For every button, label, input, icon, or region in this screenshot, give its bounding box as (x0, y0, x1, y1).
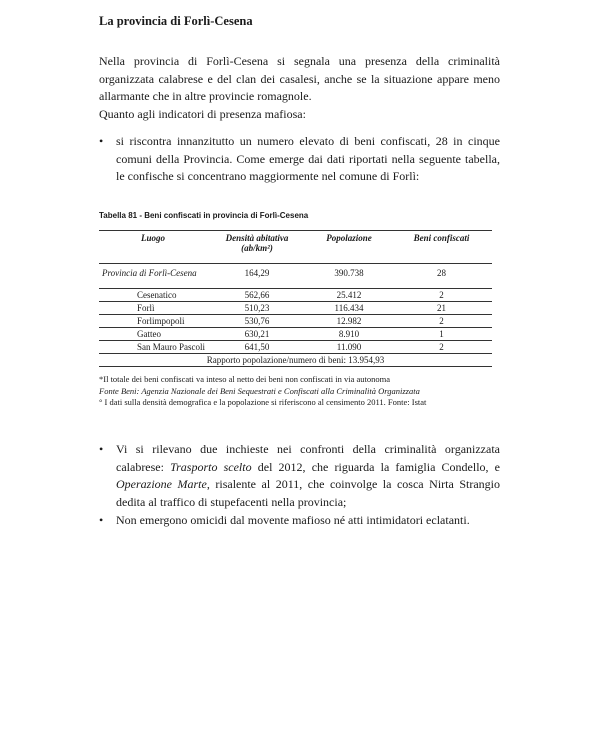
bullet-icon: • (99, 442, 104, 456)
table-header-row (99, 231, 492, 264)
cell-beni: 21 (391, 302, 492, 315)
bullet-text-part: , risalente al 2011, che coinvolge la cosca Nirta Strangio dedita al traffico di stupefacenti nella provincia; (116, 477, 500, 509)
indicators-intro: Quanto agli indicatori di presenza mafiosa: (99, 107, 306, 121)
table-row-rapporto (99, 354, 492, 367)
beni-confiscati-table (99, 230, 492, 367)
bullet-beni-confiscati (99, 133, 500, 186)
table-row (99, 302, 492, 315)
bullet-text: si riscontra innanzitutto un numero elevato di beni confiscati, 28 in cinque comuni della Provincia. Come emerge dai dati riportati nella seguente tabella, le confische si concentrano maggiormente nel comune di Forlì: (116, 134, 500, 183)
cell-beni: 28 (391, 264, 492, 289)
table-row (99, 289, 492, 302)
cell-densita: 630,21 (207, 328, 307, 341)
cell-beni: 1 (391, 328, 492, 341)
note-totale: *Il totale dei beni confiscati va inteso al netto dei beni non confiscati in via autonoma (99, 374, 391, 384)
section-title: La provincia di Forlì-Cesena (99, 14, 253, 28)
cell-luogo: Provincia di Forlì-Cesena (99, 264, 207, 289)
operation-name: Operazione Marte (116, 477, 207, 491)
cell-densita: 164,29 (207, 264, 307, 289)
cell-popolazione: 25.412 (307, 289, 391, 302)
header-popolazione: Popolazione (307, 231, 391, 264)
note-fonte: Fonte Beni: Agenzia Nazionale dei Beni Sequestrati e Confiscati alla Criminalità Organizzata (99, 385, 420, 396)
cell-densita: 562,66 (207, 289, 307, 302)
cell-luogo: Gatteo (99, 328, 207, 341)
cell-luogo: Forlì (99, 302, 207, 315)
bullet-inchieste (99, 441, 500, 511)
cell-popolazione: 390.738 (307, 264, 391, 289)
cell-popolazione: 8.910 (307, 328, 391, 341)
table-row (99, 341, 492, 354)
table-row (99, 328, 492, 341)
bullet-text (116, 441, 500, 511)
bullet-text-part: del 2012, che riguarda la famiglia Condello, e (251, 459, 500, 474)
table-row (99, 315, 492, 328)
table-notes (99, 374, 499, 409)
cell-densita: 510,23 (207, 302, 307, 315)
cell-luogo: San Mauro Pascoli (99, 341, 207, 354)
header-beni: Beni confiscati (391, 231, 492, 264)
operation-name: Trasporto scelto (170, 459, 252, 474)
cell-beni: 2 (391, 315, 492, 328)
bullet-omicidi (99, 512, 500, 530)
cell-beni: 2 (391, 341, 492, 354)
note-censimento: ° I dati sulla densità demografica e la popolazione si riferiscono al censimento 2011. Fonte: Istat (99, 397, 427, 407)
cell-beni: 2 (391, 289, 492, 302)
bullet-icon: • (99, 513, 104, 527)
cell-densita: 641,50 (207, 341, 307, 354)
cell-luogo: Forlimpopoli (99, 315, 207, 328)
intro-paragraph: Nella provincia di Forlì-Cesena si segnala una presenza della criminalità organizzata calabrese e del clan dei casalesi, anche se la situazione appare meno allarmante che in altre provincie romagnole. (99, 54, 500, 103)
cell-popolazione: 12.982 (307, 315, 391, 328)
cell-popolazione: 11.090 (307, 341, 391, 354)
bullet-text-part: Vi si rilevano due inchieste nei confronti della criminalità organizzata calabrese: (116, 442, 500, 474)
table-row-provincia (99, 264, 492, 289)
cell-densita: 530,76 (207, 315, 307, 328)
bullet-text: Non emergono omicidi dal movente mafioso né atti intimidatori eclatanti. (116, 513, 470, 527)
header-luogo: Luogo (99, 231, 207, 264)
rapporto-cell: Rapporto popolazione/numero di beni: 13.954,93 (99, 354, 492, 367)
table-caption: Tabella 81 - Beni confiscati in provincia di Forlì-Cesena (99, 211, 309, 220)
cell-luogo: Cesenatico (99, 289, 207, 302)
cell-popolazione: 116.434 (307, 302, 391, 315)
bullet-icon: • (99, 134, 104, 148)
header-densita: Densità abitativa (ab/km²) (207, 231, 307, 264)
